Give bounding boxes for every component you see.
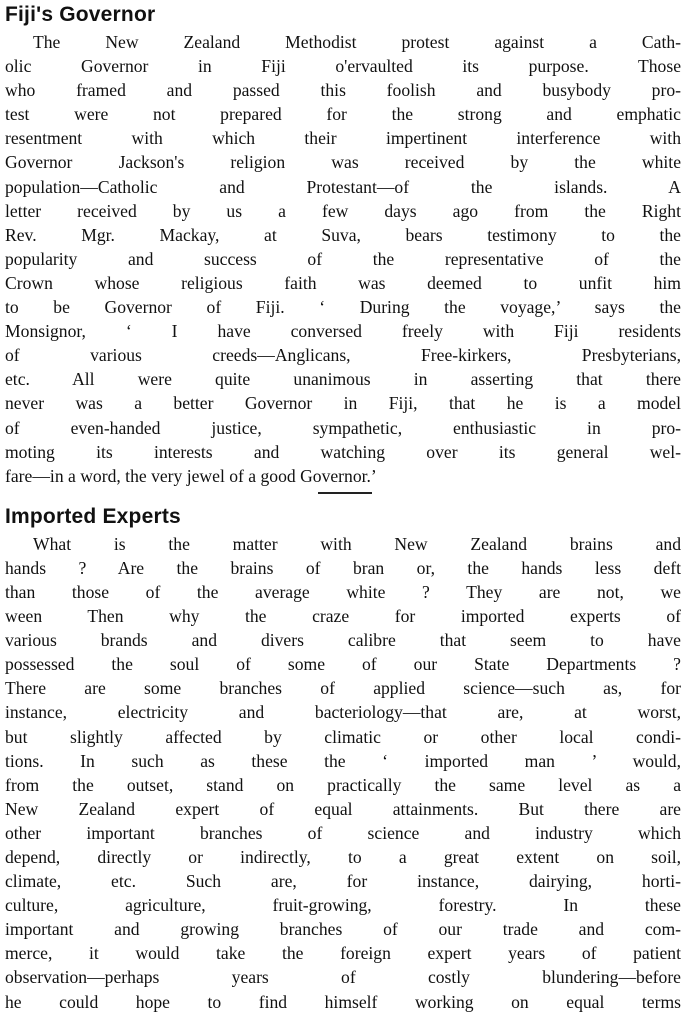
text-line: ween Then why the craze for imported experts of <box>5 606 681 627</box>
text-line: various brands and divers calibre that seem to have <box>5 630 681 651</box>
text-line: What is the matter with New Zealand brains and <box>33 533 681 554</box>
text-line: observation—perhaps years of costly blundering—before <box>5 967 681 988</box>
text-line: instance, electricity and bacteriology—that are, at worst, <box>5 702 681 723</box>
text-line: never was a better Governor in Fiji, that he is a model <box>5 393 681 414</box>
text-line: resentment with which their impertinent interference with <box>5 128 681 149</box>
text-line: he could hope to find himself working on equal terms <box>5 991 681 1012</box>
text-line: to be Governor of Fiji. ‘ During the voyage,’ says the <box>5 297 681 318</box>
text-line: New Zealand expert of equal attainments. But there are <box>5 798 681 819</box>
text-line: from the outset, stand on practically the same level as a <box>5 774 681 795</box>
text-line: Monsignor, ‘ I have conversed freely with Fiji residents <box>5 321 681 342</box>
article-heading-imported-experts: Imported Experts <box>5 504 181 528</box>
text-line: culture, agriculture, fruit-growing, forestry. In these <box>5 895 681 916</box>
text-line: depend, directly or indirectly, to a great extent on soil, <box>5 847 681 867</box>
text-line: merce, it would take the foreign expert years of patient <box>5 943 681 964</box>
article-heading-fijis-governor: Fiji's Governor <box>5 3 156 26</box>
text-line: other important branches of science and industry which <box>5 822 681 843</box>
text-line: Rev. Mgr. Mackay, at Suva, bears testimony to the <box>5 224 681 245</box>
text-line: Crown whose religious faith was deemed to unfit him <box>5 272 681 293</box>
article-body-imported-experts <box>5 532 681 1014</box>
text-line: who framed and passed this foolish and busybody pro- <box>5 80 681 101</box>
divider-rule <box>318 492 372 494</box>
text-line: of various creeds—Anglicans, Free-kirkers, Presbyterians, <box>5 345 681 366</box>
text-line: population—Catholic and Protestant—of the islands. A <box>5 176 681 197</box>
article-body-fijis-governor <box>5 30 681 488</box>
text-line: There are some branches of applied science—such as, for <box>5 678 681 699</box>
text-line: fare—in a word, the very jewel of a good Governor.’ <box>5 465 377 486</box>
text-line: tions. In such as these the ‘ imported man ’ would, <box>5 750 681 771</box>
text-line: moting its interests and watching over its general wel- <box>5 441 681 462</box>
text-line: hands ? Are the brains of bran or, the hands less deft <box>5 557 681 578</box>
text-line: important and growing branches of our trade and com- <box>5 919 681 940</box>
text-line: but slightly affected by climatic or other local condi- <box>5 726 681 747</box>
text-line: etc. All were quite unanimous in asserting that there <box>5 369 681 390</box>
text-line: possessed the soul of some of our State Departments ? <box>5 654 681 675</box>
text-line: popularity and success of the representative of the <box>5 248 681 269</box>
text-line: climate, etc. Such are, for instance, dairying, horti- <box>5 871 681 892</box>
text-line: Governor Jackson's religion was received by the white <box>5 152 681 173</box>
section-divider <box>5 488 681 502</box>
newspaper-column <box>5 0 681 1014</box>
text-line: The New Zealand Methodist protest against a Cath- <box>33 32 681 52</box>
text-line: letter received by us a few days ago from the Right <box>5 200 681 221</box>
text-line: than those of the average white ? They are not, we <box>5 581 681 602</box>
text-line: olic Governor in Fiji o'ervaulted its purpose. Those <box>5 56 681 77</box>
text-line: of even-handed justice, sympathetic, enthusiastic in pro- <box>5 417 681 438</box>
text-line: test were not prepared for the strong and emphatic <box>5 104 681 125</box>
